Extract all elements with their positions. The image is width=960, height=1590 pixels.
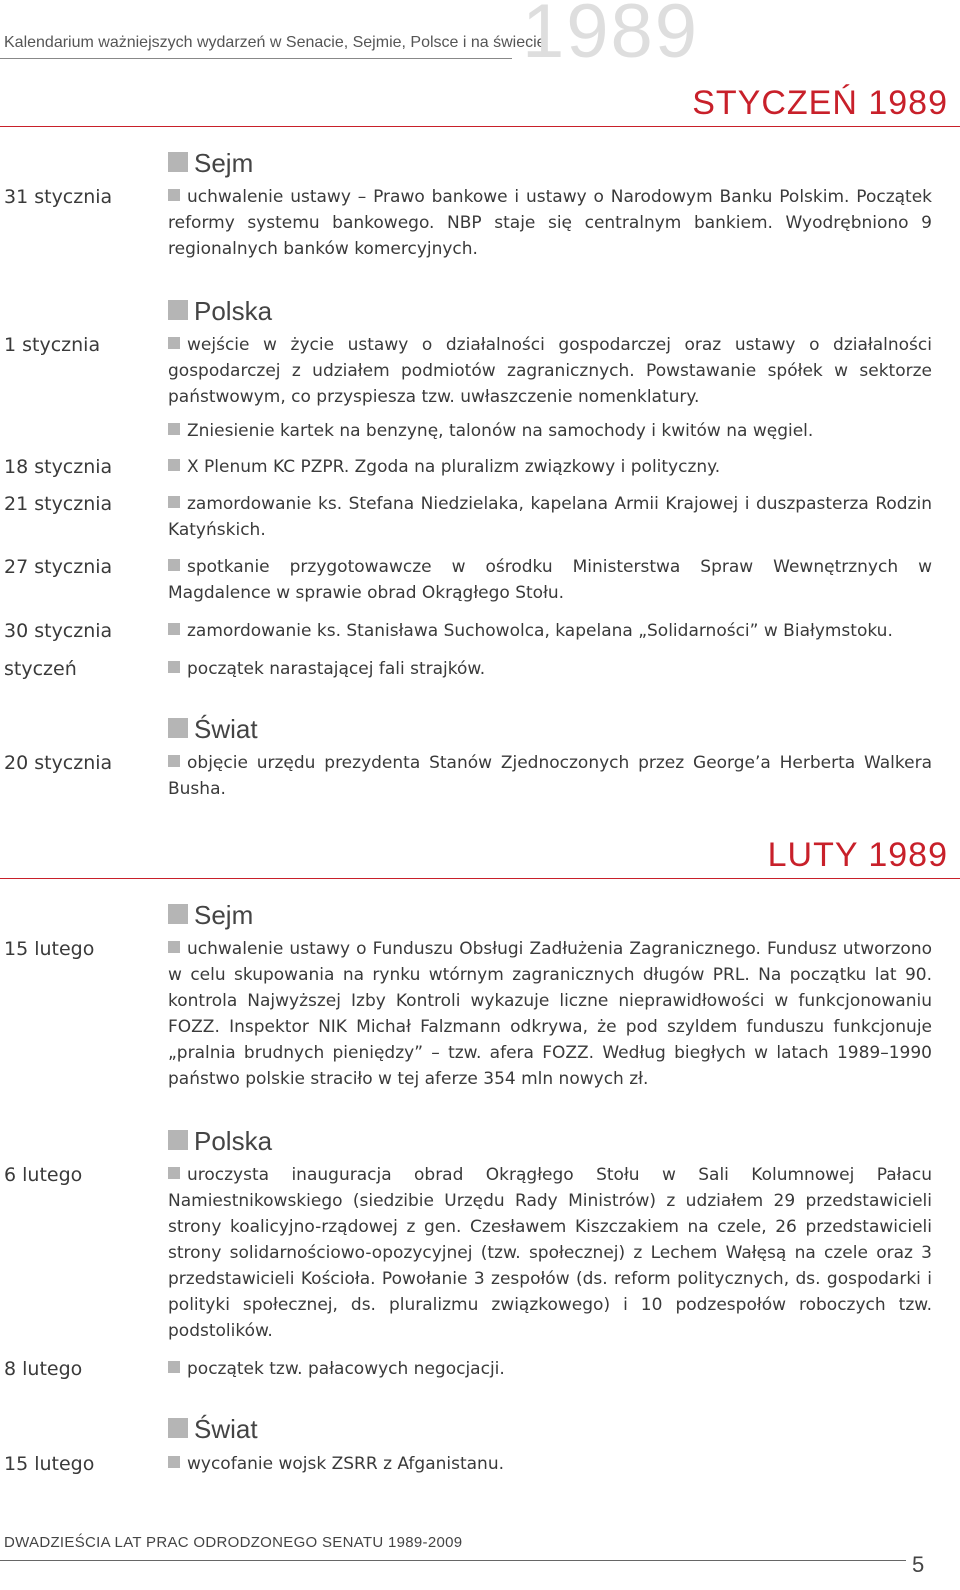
section-heading-label: Świat (194, 714, 258, 744)
month-title-february: LUTY 1989 (767, 836, 948, 874)
entry-date: 8 lutego (4, 1358, 83, 1380)
section-heading-label: Polska (194, 1126, 273, 1156)
entry-date: 1 stycznia (4, 334, 101, 356)
square-bullet-icon (168, 1167, 180, 1179)
square-bullet-icon (168, 152, 188, 172)
entry-date: 21 stycznia (4, 493, 113, 515)
square-bullet-icon (168, 337, 180, 349)
entry-date: 30 stycznia (4, 620, 113, 642)
section-heading-swiat (168, 1416, 258, 1442)
section-heading-sejm (168, 150, 253, 176)
month-rule-january (0, 126, 960, 127)
square-bullet-icon (168, 1456, 180, 1468)
entry-body: X Plenum KC PZPR. Zgoda na pluralizm związkowy i polityczny. (187, 457, 721, 477)
square-bullet-icon (168, 623, 180, 635)
running-header: Kalendarium ważniejszych wydarzeń w Senacie, Sejmie, Polsce i na świecie (4, 34, 546, 51)
entry-text (168, 1451, 932, 1477)
header-rule (0, 58, 512, 59)
entry-body: początek tzw. pałacowych negocjacji. (187, 1359, 505, 1379)
entry-date: 20 stycznia (4, 752, 113, 774)
page-number: 5 (912, 1552, 925, 1577)
square-bullet-icon (168, 300, 188, 320)
entry-body: Zniesienie kartek na benzynę, talonów na samochody i kwitów na węgiel. (187, 421, 814, 441)
month-title-january: STYCZEŃ 1989 (692, 84, 948, 122)
entry-body: zamordowanie ks. Stanisława Suchowolca, kapelana „Solidarności” w Białymstoku. (187, 621, 893, 641)
square-bullet-icon (168, 423, 180, 435)
square-bullet-icon (168, 904, 188, 924)
square-bullet-icon (168, 1130, 188, 1150)
running-footer: DWADZIEŚCIA LAT PRAC ODRODZONEGO SENATU 1989-2009 (4, 1534, 463, 1551)
entry-text (168, 332, 932, 410)
square-bullet-icon (168, 189, 180, 201)
square-bullet-icon (168, 755, 180, 767)
entry-text (168, 418, 932, 444)
footer-rule (0, 1560, 906, 1561)
entry-date: 18 stycznia (4, 456, 113, 478)
entry-body: objęcie urzędu prezydenta Stanów Zjednoczonych przez George’a Herberta Walkera Busha. (168, 753, 932, 799)
entry-date: 6 lutego (4, 1164, 83, 1186)
entry-date: styczeń (4, 658, 77, 680)
square-bullet-icon (168, 459, 180, 471)
entry-text (168, 554, 932, 606)
square-bullet-icon (168, 941, 180, 953)
entry-text (168, 750, 932, 802)
section-heading-swiat (168, 716, 258, 742)
section-heading-label: Polska (194, 296, 273, 326)
square-bullet-icon (168, 496, 180, 508)
section-heading-polska (168, 1128, 272, 1154)
section-heading-label: Świat (194, 1414, 258, 1444)
entry-text (168, 184, 932, 262)
entry-text (168, 618, 932, 644)
entry-date: 15 lutego (4, 1453, 95, 1475)
header-year: 1989 (522, 0, 700, 74)
entry-body: początek narastającej fali strajków. (187, 659, 486, 679)
entry-body: spotkanie przygotowawcze w ośrodku Ministerstwa Spraw Wewnętrznych w Magdalence w sprawie obrad Okrągłego Stołu. (168, 557, 932, 603)
entry-body: wejście w życie ustawy o działalności gospodarczej oraz ustawy o działalności gospodarczej z udziałem podmiotów zagranicznych. Powstawanie spółek w sektorze państwowym, co przyspiesza tzw. uwłaszczenie nomenklatury. (168, 335, 932, 407)
entry-body: uroczysta inauguracja obrad Okrągłego Stołu w Sali Kolumnowej Pałacu Namiestnikowskiego (siedzibie Urzędu Rady Ministrów) z udziałem 29 przedstawicieli strony koalicyjno-rządowej z gen. Czesławem Kiszczakiem na czele, 26 przedstawicieli strony solidarnościowo-opozycyjnej (tzw. społecznej) z Lechem Wałęsą na czele oraz 3 przedstawicieli Kościoła. Powołanie 3 zespołów (ds. reform politycznych, ds. gospodarki i polityki społecznej, ds. pluralizmu związkowego) i 10 podzespołów roboczych tzw. podstolików. (168, 1165, 932, 1341)
entry-text (168, 656, 932, 682)
entry-date: 15 lutego (4, 938, 95, 960)
entry-body: zamordowanie ks. Stefana Niedzielaka, kapelana Armii Krajowej i duszpasterza Rodzin Katyńskich. (168, 494, 932, 540)
month-rule-february (0, 878, 960, 879)
square-bullet-icon (168, 718, 188, 738)
square-bullet-icon (168, 1361, 180, 1373)
entry-body: uchwalenie ustawy – Prawo bankowe i ustawy o Narodowym Banku Polskim. Początek reformy systemu bankowego. NBP staje się centralnym bankiem. Wyodrębniono 9 regionalnych banków komercyjnych. (168, 187, 932, 259)
entry-body: uchwalenie ustawy o Funduszu Obsługi Zadłużenia Zagranicznego. Fundusz utworzono w celu skupowania na rynku wtórnym zagranicznych długów PRL. Na początku lat 90. kontrola Najwyższej Izby Kontroli wykazuje liczne nieprawidłowości w funkcjonowaniu FOZZ. Inspektor NIK Michał Falzmann odkrywa, że pod szyldem funduszu funkcjonuje „pralnia brudnych pieniędzy” – tzw. afera FOZZ. Według biegłych w latach 1989–1990 państwo polskie straciło w tej aferze 354 mln nowych zł. (168, 939, 932, 1089)
entry-date: 27 stycznia (4, 556, 113, 578)
entry-text (168, 1356, 932, 1382)
entry-text (168, 491, 932, 543)
entry-date: 31 stycznia (4, 186, 113, 208)
section-heading-polska (168, 298, 272, 324)
square-bullet-icon (168, 559, 180, 571)
entry-text (168, 936, 932, 1092)
section-heading-label: Sejm (194, 900, 254, 930)
square-bullet-icon (168, 661, 180, 673)
entry-text (168, 1162, 932, 1344)
square-bullet-icon (168, 1418, 188, 1438)
entry-text (168, 454, 932, 480)
entry-body: wycofanie wojsk ZSRR z Afganistanu. (187, 1454, 505, 1474)
section-heading-label: Sejm (194, 148, 254, 178)
section-heading-sejm (168, 902, 253, 928)
